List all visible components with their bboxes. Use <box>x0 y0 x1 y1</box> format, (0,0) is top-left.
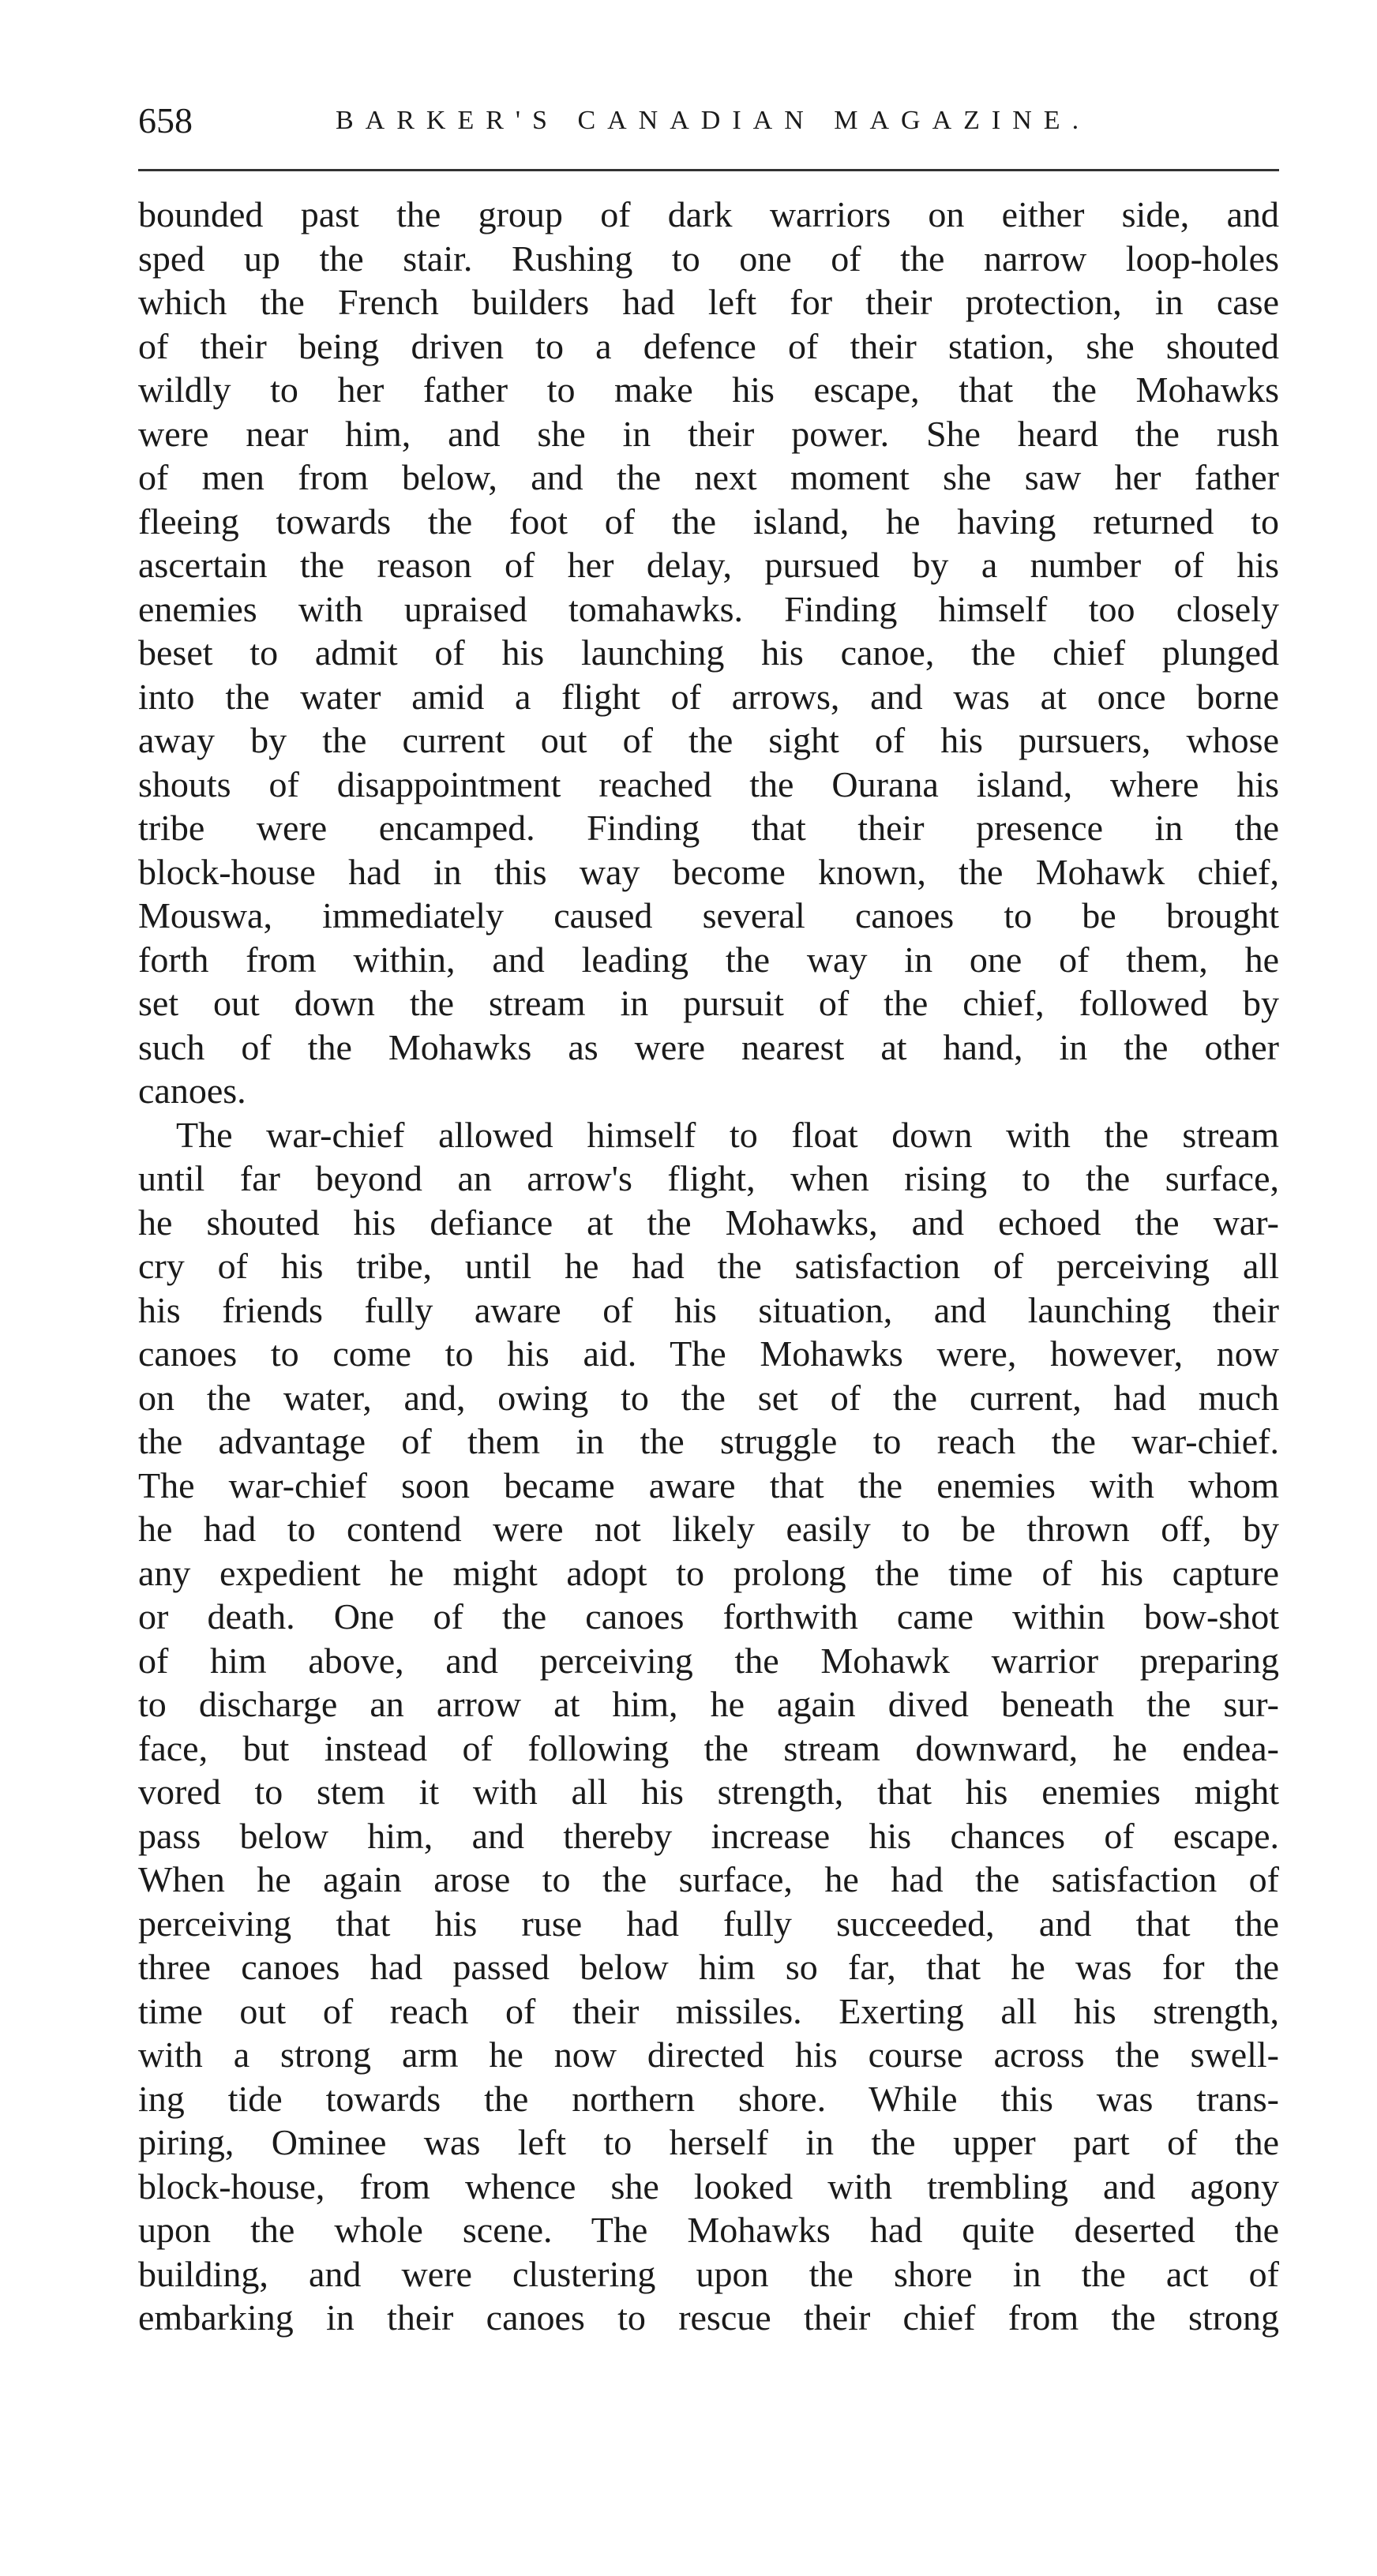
text-line: to discharge an arrow at him, he again dived beneath the sur- <box>138 1684 1279 1724</box>
text-line: sped up the stair. Rushing to one of the narrow loop-holes <box>138 238 1279 279</box>
text-line: embarking in their canoes to rescue their chief from the strong <box>138 2297 1279 2338</box>
text-line: shouts of disappointment reached the Ourana island, where his <box>138 763 1279 804</box>
text-line: of men from below, and the next moment she saw her father <box>138 457 1279 497</box>
text-line: wildly to her father to make his escape, that the Mohawks <box>138 369 1279 410</box>
text-line: until far beyond an arrow's flight, when rising to the surface, <box>138 1158 1279 1198</box>
text-line: cry of his tribe, until he had the satisfaction of perceiving all <box>138 1246 1279 1286</box>
text-line: forth from within, and leading the way in one of them, he <box>138 939 1279 980</box>
paragraph-2 <box>138 1113 1279 2340</box>
text-line: Mouswa, immediately caused several canoes to be brought <box>138 895 1279 936</box>
text-line: block-house had in this way become known, the Mohawk chief, <box>138 851 1279 892</box>
text-line: upon the whole scene. The Mohawks had quite deserted the <box>138 2210 1279 2250</box>
text-line: set out down the stream in pursuit of the chief, followed by <box>138 983 1279 1023</box>
text-line: tribe were encamped. Finding that their presence in the <box>138 808 1279 848</box>
text-line: such of the Mohawks as were nearest at hand, in the other <box>138 1026 1279 1067</box>
text-line: any expedient he might adopt to prolong the time of his capture <box>138 1552 1279 1593</box>
body-text <box>138 193 1279 2340</box>
text-line: ascertain the reason of her delay, pursued by a number of his <box>138 545 1279 585</box>
text-line: block-house, from whence she looked with trembling and agony <box>138 2165 1279 2207</box>
text-line: beset to admit of his launching his canoe, the chief plunged <box>138 632 1279 673</box>
header-rule <box>138 169 1279 171</box>
text-line: were near him, and she in their power. She heard the rush <box>138 413 1279 454</box>
text-line: face, but instead of following the stream downward, he endea- <box>138 1727 1279 1768</box>
text-line: piring, Ominee was left to herself in the upper part of the <box>138 2122 1279 2162</box>
text-line: into the water amid a flight of arrows, and was at once borne <box>138 676 1279 717</box>
text-line: fleeing towards the foot of the island, he having returned to <box>138 501 1279 542</box>
text-line: The war-chief soon became aware that the enemies with whom <box>138 1464 1279 1505</box>
running-head <box>138 93 1279 148</box>
text-line: bounded past the group of dark warriors on either side, and <box>138 194 1279 234</box>
text-line: the advantage of them in the struggle to reach the war-chief. <box>138 1421 1279 1461</box>
text-line: enemies with upraised tomahawks. Finding himself too closely <box>138 588 1279 629</box>
text-line: he shouted his defiance at the Mohawks, and echoed the war- <box>138 1202 1279 1243</box>
text-line: or death. One of the canoes forthwith came within bow-shot <box>138 1596 1279 1637</box>
text-line: The war-chief allowed himself to float down with the stream <box>176 1114 1279 1155</box>
text-line: of their being driven to a defence of their station, she shouted <box>138 325 1279 366</box>
text-line: his friends fully aware of his situation, and launching their <box>138 1289 1279 1330</box>
text-line: which the French builders had left for their protection, in case <box>138 282 1279 322</box>
text-line: time out of reach of their missiles. Exerting all his strength, <box>138 1990 1279 2031</box>
magazine-title: BARKER'S CANADIAN MAGAZINE. <box>336 106 1091 135</box>
text-line: perceiving that his ruse had fully succeeded, and that the <box>138 1903 1279 1944</box>
page-number: 658 <box>138 100 193 141</box>
text-line: on the water, and, owing to the set of the current, had much <box>138 1377 1279 1418</box>
text-line: canoes to come to his aid. The Mohawks were, however, now <box>138 1333 1279 1374</box>
text-line: he had to contend were not likely easily to be thrown off, by <box>138 1509 1279 1549</box>
paragraph-1 <box>138 193 1279 1113</box>
text-line: canoes. <box>138 1071 246 1111</box>
text-line: ing tide towards the northern shore. While this was trans- <box>138 2078 1279 2119</box>
text-line: vored to stem it with all his strength, that his enemies might <box>138 1772 1279 1812</box>
text-line: with a strong arm he now directed his course across the swell- <box>138 2034 1279 2075</box>
text-line: building, and were clustering upon the shore in the act of <box>138 2253 1279 2294</box>
text-line: away by the current out of the sight of his pursuers, whose <box>138 720 1279 760</box>
text-line: When he again arose to the surface, he had the satisfaction of <box>138 1859 1279 1899</box>
text-line: three canoes had passed below him so far, that he was for the <box>138 1947 1279 1987</box>
text-line: pass below him, and thereby increase his chances of escape. <box>138 1815 1279 1856</box>
text-line: of him above, and perceiving the Mohawk warrior preparing <box>138 1640 1279 1681</box>
